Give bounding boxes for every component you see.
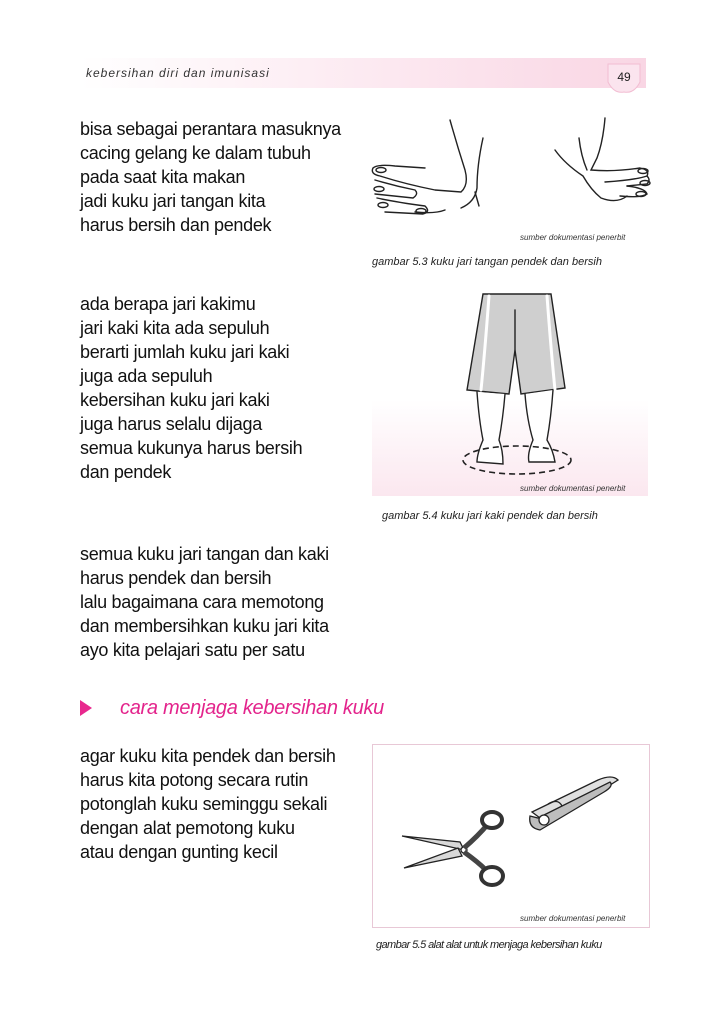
text-line: berarti jumlah kuku jari kaki — [80, 342, 290, 362]
text-line: dan pendek — [80, 462, 172, 482]
feet-illustration — [455, 290, 575, 480]
text-line: kebersihan kuku jari kaki — [80, 390, 270, 410]
figure-source: sumber dokumentasi penerbit — [520, 484, 626, 493]
text-line: dan membersihkan kuku jari kita — [80, 616, 329, 636]
figure-caption: gambar 5.4 kuku jari kaki pendek dan bersih — [382, 510, 598, 522]
figure-source: sumber dokumentasi penerbit — [520, 233, 626, 242]
text-line: jari kaki kita ada sepuluh — [80, 318, 270, 338]
chapter-title: kebersihan diri dan imunisasi — [86, 66, 270, 80]
text-line: lalu bagaimana cara memotong — [80, 592, 324, 612]
bullet-triangle-icon — [80, 700, 92, 716]
text-line: dengan alat pemotong kuku — [80, 818, 295, 838]
text-line: ada berapa jari kakimu — [80, 294, 256, 314]
paragraph-4 — [80, 744, 336, 864]
paragraph-1 — [80, 117, 341, 237]
page-number: 49 — [617, 70, 631, 84]
text-line: harus kita potong secara rutin — [80, 770, 309, 790]
figure-source: sumber dokumentasi penerbit — [520, 914, 626, 923]
text-line: ayo kita pelajari satu per satu — [80, 640, 305, 660]
hands-illustration — [365, 110, 655, 220]
section-heading — [80, 696, 384, 720]
page-header — [80, 58, 646, 88]
text-line: pada saat kita makan — [80, 167, 246, 187]
text-line: cacing gelang ke dalam tubuh — [80, 143, 311, 163]
scissors-icon — [398, 806, 508, 888]
figure-caption: gambar 5.3 kuku jari tangan pendek dan bersih — [372, 256, 602, 268]
text-line: semua kukunya harus bersih — [80, 438, 303, 458]
text-line: jadi kuku jari tangan kita — [80, 191, 266, 211]
text-line: potonglah kuku seminggu sekali — [80, 794, 328, 814]
paragraph-3 — [80, 542, 329, 662]
nail-clipper-icon — [528, 772, 628, 834]
figure-caption: gambar 5.5 alat alat untuk menjaga kebersihan kuku — [376, 939, 602, 951]
text-line: juga harus selalu dijaga — [80, 414, 262, 434]
text-line: bisa sebagai perantara masuknya — [80, 119, 341, 139]
text-line: agar kuku kita pendek dan bersih — [80, 746, 336, 766]
text-line: harus bersih dan pendek — [80, 215, 272, 235]
text-line: semua kuku jari tangan dan kaki — [80, 544, 329, 564]
paragraph-2 — [80, 292, 302, 484]
text-line: harus pendek dan bersih — [80, 568, 272, 588]
section-heading-text: cara menjaga kebersihan kuku — [120, 696, 384, 719]
text-line: atau dengan gunting kecil — [80, 842, 278, 862]
text-line: juga ada sepuluh — [80, 366, 213, 386]
